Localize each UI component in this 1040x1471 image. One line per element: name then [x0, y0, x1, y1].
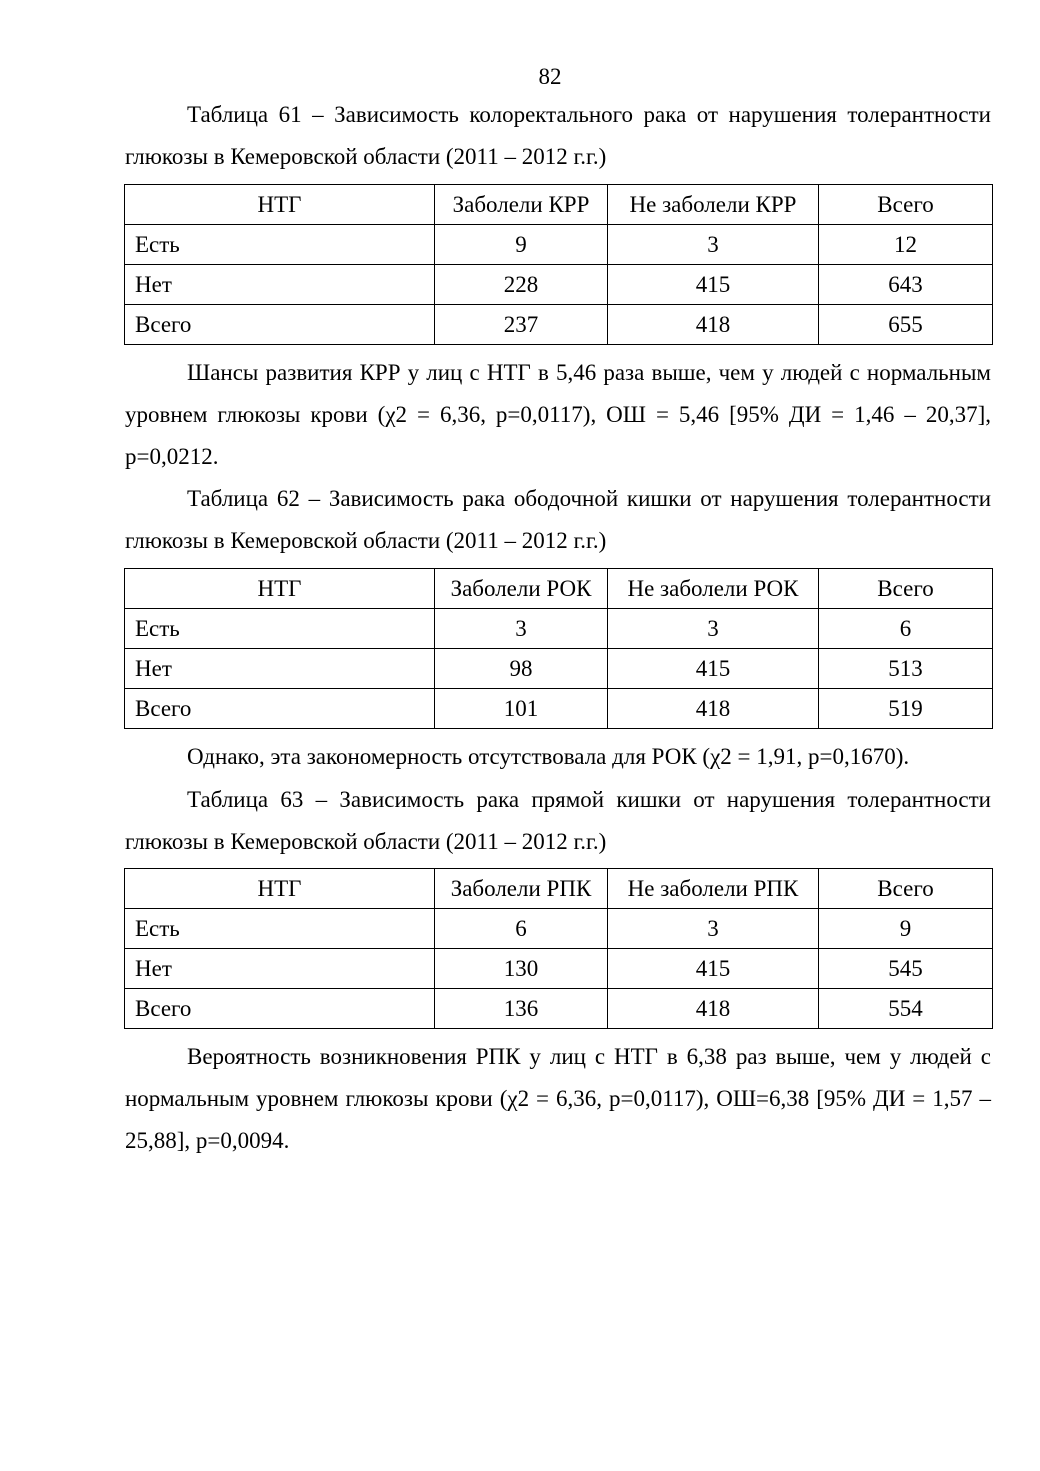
row-label: Всего [125, 689, 435, 729]
row-label: Есть [125, 609, 435, 649]
table-cell: 415 [608, 949, 819, 989]
table-cell: 3 [608, 225, 819, 265]
table-row [125, 909, 993, 949]
table-cell: 3 [608, 609, 819, 649]
header-cell: Заболели РПК [435, 869, 608, 909]
table-cell: 418 [608, 689, 819, 729]
paragraph-text: Вероятность возникновения РПК у лиц с НТГ в 6,38 раз выше, чем у людей с нормальным уровнем глюкозы крови (χ2 = 6,36, p=0,0117), ОШ=6,38 [95% ДИ = 1,57 – 25,88], p=0,0094. [125, 1044, 991, 1153]
table-cell: 418 [608, 305, 819, 345]
table-header-row [125, 569, 993, 609]
table-cell: 101 [435, 689, 608, 729]
table-62 [124, 568, 993, 729]
header-cell: Всего [819, 569, 993, 609]
table-header-row [125, 185, 993, 225]
table-63-conclusion [125, 1036, 991, 1162]
table-cell: 12 [819, 225, 993, 265]
table-cell: 513 [819, 649, 993, 689]
row-label: Есть [125, 909, 435, 949]
header-cell: НТГ [125, 569, 435, 609]
table-cell: 130 [435, 949, 608, 989]
table-cell: 6 [435, 909, 608, 949]
table-row [125, 305, 993, 345]
table-cell: 554 [819, 989, 993, 1029]
header-cell: Заболели РОК [435, 569, 608, 609]
row-label: Всего [125, 989, 435, 1029]
header-cell: Всего [819, 185, 993, 225]
table-cell: 3 [435, 609, 608, 649]
caption-text: Таблица 61 – Зависимость колоректального рака от нарушения толерантности глюкозы в Кемеровской области (2011 – 2012 г.г.) [125, 102, 991, 169]
table-row [125, 989, 993, 1029]
table-cell: 655 [819, 305, 993, 345]
table-row [125, 265, 993, 305]
table-row [125, 949, 993, 989]
table-63-caption [125, 779, 991, 863]
header-cell: Не заболели РОК [608, 569, 819, 609]
header-cell: НТГ [125, 869, 435, 909]
table-63 [124, 868, 993, 1029]
table-62-conclusion [125, 736, 991, 778]
caption-text: Таблица 63 – Зависимость рака прямой кишки от нарушения толерантности глюкозы в Кемеровской области (2011 – 2012 г.г.) [125, 787, 991, 854]
table-cell: 643 [819, 265, 993, 305]
table-cell: 237 [435, 305, 608, 345]
header-cell: НТГ [125, 185, 435, 225]
table-cell: 9 [435, 225, 608, 265]
table-cell: 228 [435, 265, 608, 305]
header-cell: Не заболели РПК [608, 869, 819, 909]
row-label: Нет [125, 265, 435, 305]
table-cell: 98 [435, 649, 608, 689]
row-label: Всего [125, 305, 435, 345]
row-label: Нет [125, 649, 435, 689]
paragraph-text: Однако, эта закономерность отсутствовала для РОК (χ2 = 1,91, p=0,1670). [187, 744, 910, 769]
table-cell: 545 [819, 949, 993, 989]
caption-text: Таблица 62 – Зависимость рака ободочной кишки от нарушения толерантности глюкозы в Кемеровской области (2011 – 2012 г.г.) [125, 486, 991, 553]
table-62-caption [125, 478, 991, 562]
table-61-conclusion [125, 352, 991, 478]
header-cell: Заболели КРР [435, 185, 608, 225]
header-cell: Всего [819, 869, 993, 909]
row-label: Нет [125, 949, 435, 989]
table-header-row [125, 869, 993, 909]
table-cell: 415 [608, 265, 819, 305]
table-cell: 418 [608, 989, 819, 1029]
table-61-caption [125, 94, 991, 178]
table-cell: 3 [608, 909, 819, 949]
table-cell: 136 [435, 989, 608, 1029]
table-cell: 415 [608, 649, 819, 689]
table-row [125, 609, 993, 649]
page-number: 82 [538, 64, 562, 89]
table-cell: 9 [819, 909, 993, 949]
table-row [125, 649, 993, 689]
table-row [125, 689, 993, 729]
table-cell: 519 [819, 689, 993, 729]
paragraph-text: Шансы развития КРР у лиц с НТГ в 5,46 раза выше, чем у людей с нормальным уровнем глюкозы крови (χ2 = 6,36, p=0,0117), ОШ = 5,46 [95% ДИ = 1,46 – 20,37], p=0,0212. [125, 360, 991, 469]
table-61 [124, 184, 993, 345]
header-cell: Не заболели КРР [608, 185, 819, 225]
row-label: Есть [125, 225, 435, 265]
table-cell: 6 [819, 609, 993, 649]
table-row [125, 225, 993, 265]
